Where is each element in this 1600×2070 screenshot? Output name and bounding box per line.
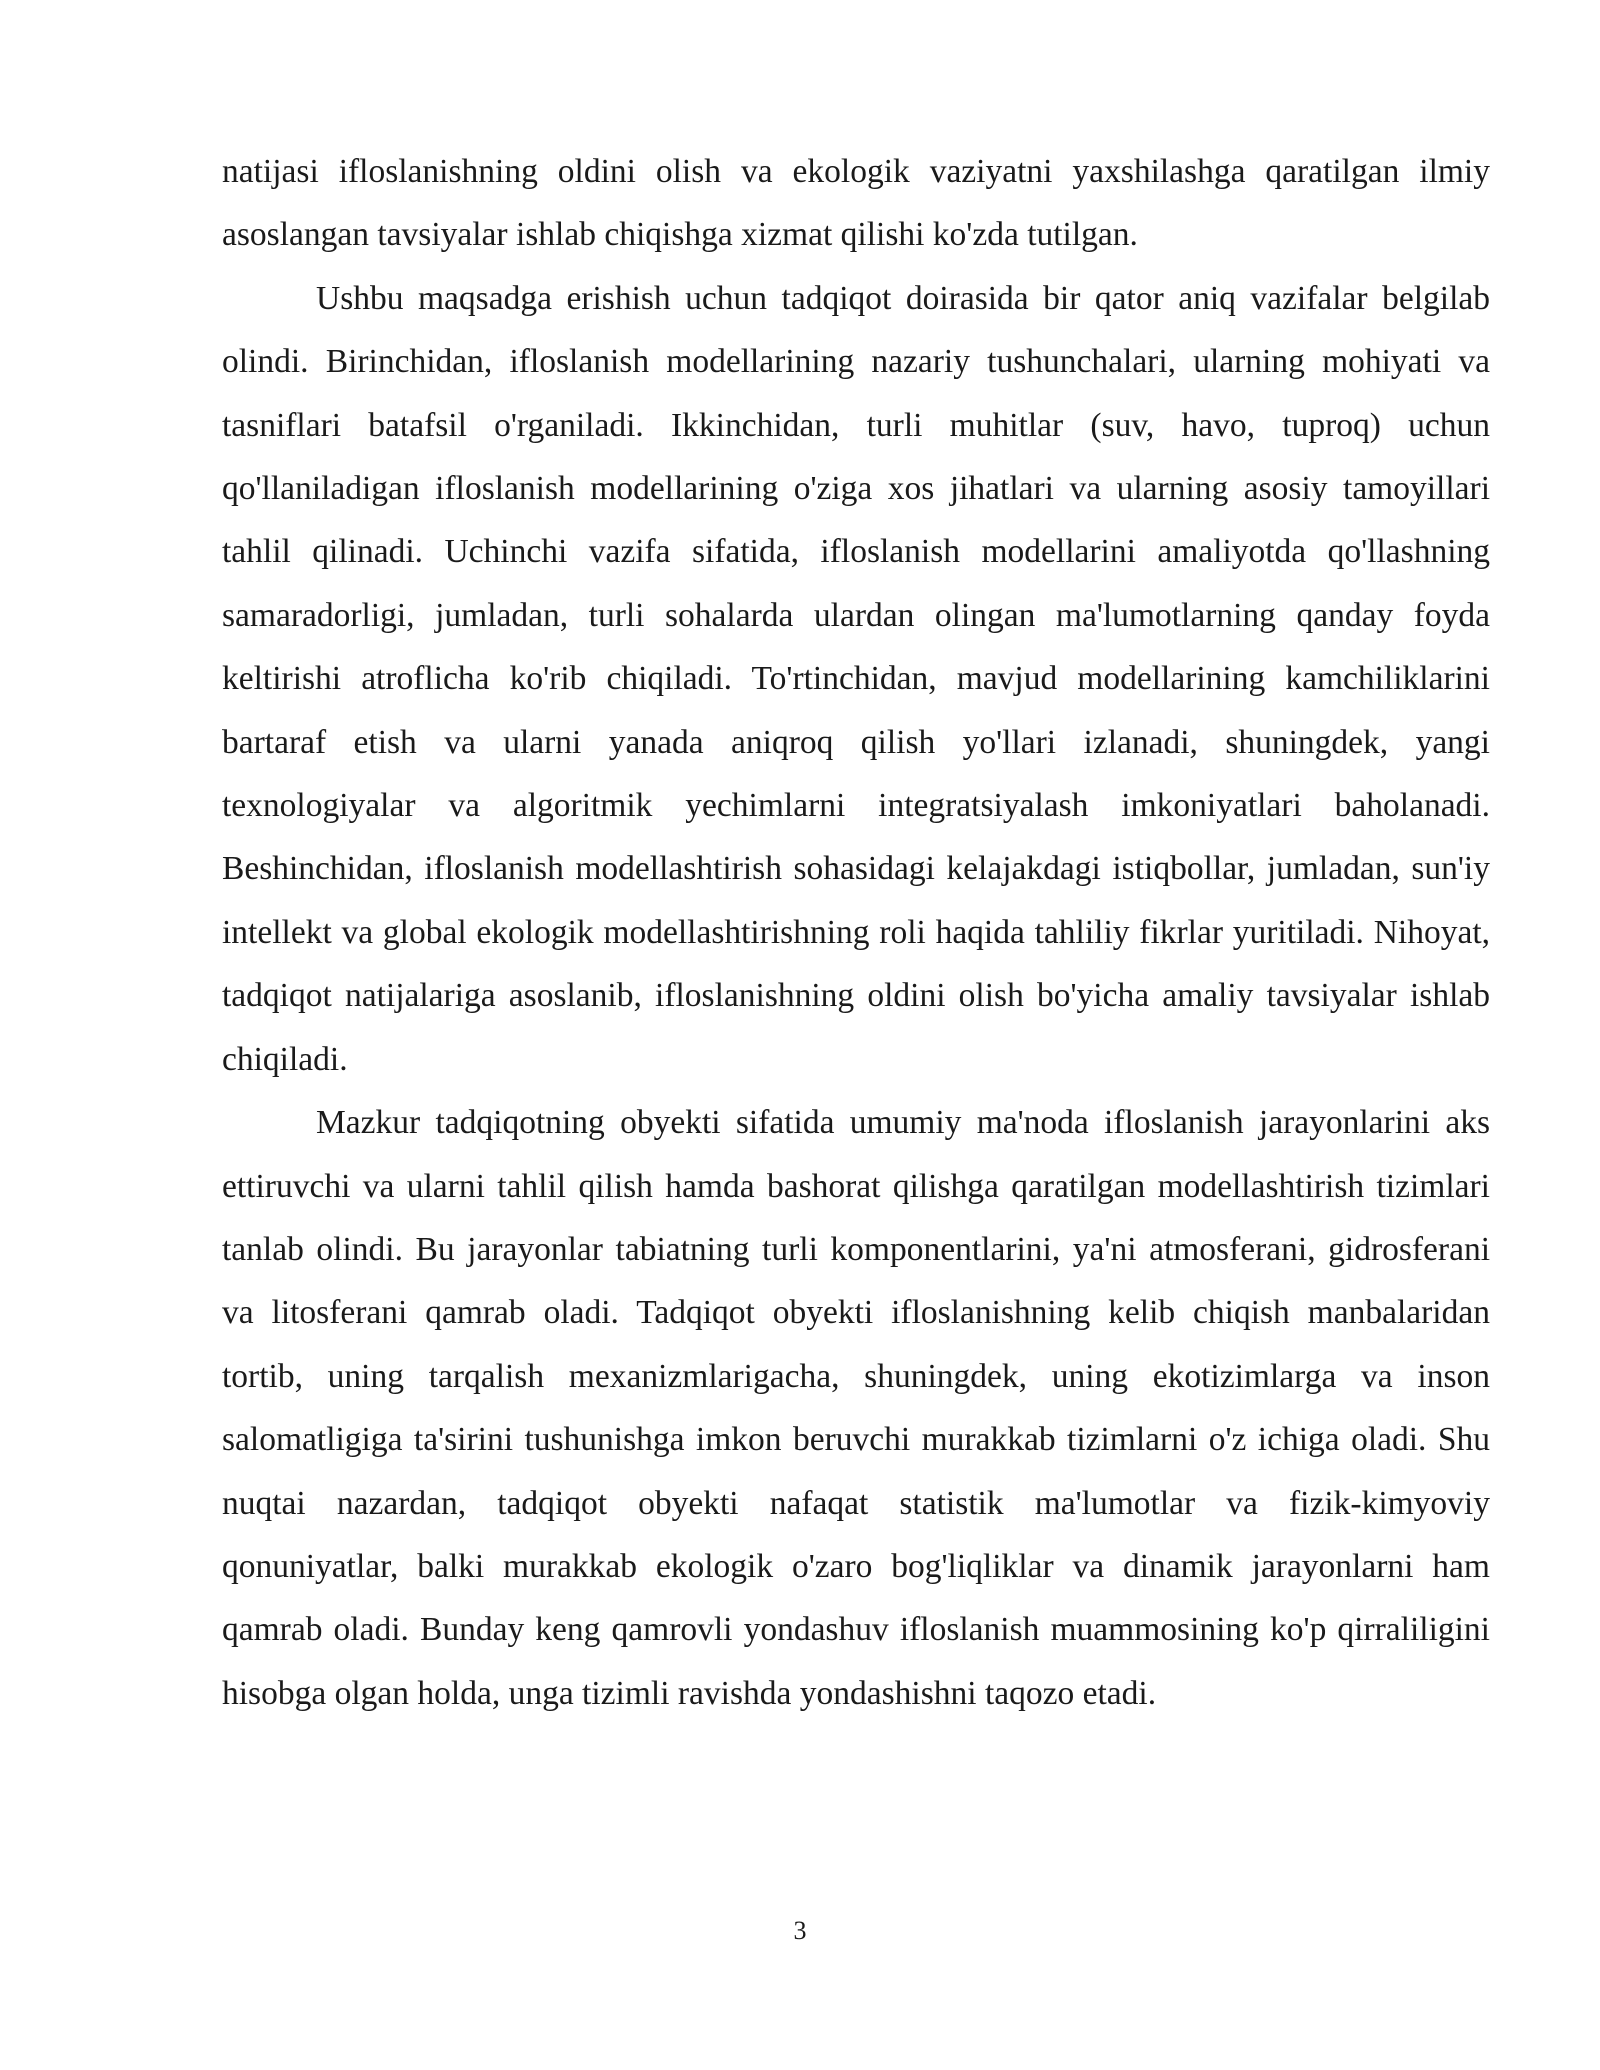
page-number: 3: [793, 1916, 807, 1945]
paragraph-research-object: Mazkur tadqiqotning obyekti sifatida umumiy ma'noda ifloslanish jarayonlarini aks ettiruvchi va ularni tahlil qilish hamda bashorat qilishga qaratilgan modellashtirish tizimlari tanlab olindi. Bu jarayonlar tabiatning turli komponentlarini, ya'ni atmosferani, gidrosferani va litosferani qamrab oladi. Tadqiqot obyekti ifloslanishning kelib chiqish manbalaridan tortib, uning tarqalish mexanizmlarigacha, shuningdek, uning ekotizimlarga va inson salomatligiga ta'sirini tushunishga imkon beruvchi murakkab tizimlarni o'z ichiga oladi. Shu nuqtai nazardan, tadqiqot obyekti nafaqat statistik ma'lumotlar va fizik-kimyoviy qonuniyatlar, balki murakkab ekologik o'zaro bog'liqliklar va dinamik jarayonlarni ham qamrab oladi. Bunday keng qamrovli yondashuv ifloslanish muammosining ko'p qirraliligini hisobga olgan holda, unga tizimli ravishda yondashishni taqozo etadi.: [222, 1104, 1490, 1712]
paragraph-continuation: natijasi ifloslanishning oldini olish va ekologik vaziyatni yaxshilashga qaratilgan ilmiy asoslangan tavsiyalar ishlab chiqishga xizmat qilishi ko'zda tutilgan.: [222, 153, 1490, 254]
body-text: [222, 140, 1490, 1725]
paragraph-tasks: Ushbu maqsadga erishish uchun tadqiqot doirasida bir qator aniq vazifalar belgilab olindi. Birinchidan, ifloslanish modellarining nazariy tushunchalari, ularning mohiyati va tasniflari batafsil o'rganiladi. Ikkinchidan, turli muhitlar (suv, havo, tuproq) uchun qo'llaniladigan ifloslanish modellarining o'ziga xos jihatlari va ularning asosiy tamoyillari tahlil qilinadi. Uchinchi vazifa sifatida, ifloslanish modellarini amaliyotda qo'llashning samaradorligi, jumladan, turli sohalarda ulardan olingan ma'lumotlarning qanday foyda keltirishi atroflicha ko'rib chiqiladi. To'rtinchidan, mavjud modellarining kamchiliklarini bartaraf etish va ularni yanada aniqroq qilish yo'llari izlanadi, shuningdek, yangi texnologiyalar va algoritmik yechimlarni integratsiyalash imkoniyatlari baholanadi. Beshinchidan, ifloslanish modellashtirish sohasidagi kelajakdagi istiqbollar, jumladan, sun'iy intellekt va global ekologik modellashtirishning roli haqida tahliliy fikrlar yuritiladi. Nihoyat, tadqiqot natijalariga asoslanib, ifloslanishning oldini olish bo'yicha amaliy tavsiyalar ishlab chiqiladi.: [222, 279, 1490, 1078]
